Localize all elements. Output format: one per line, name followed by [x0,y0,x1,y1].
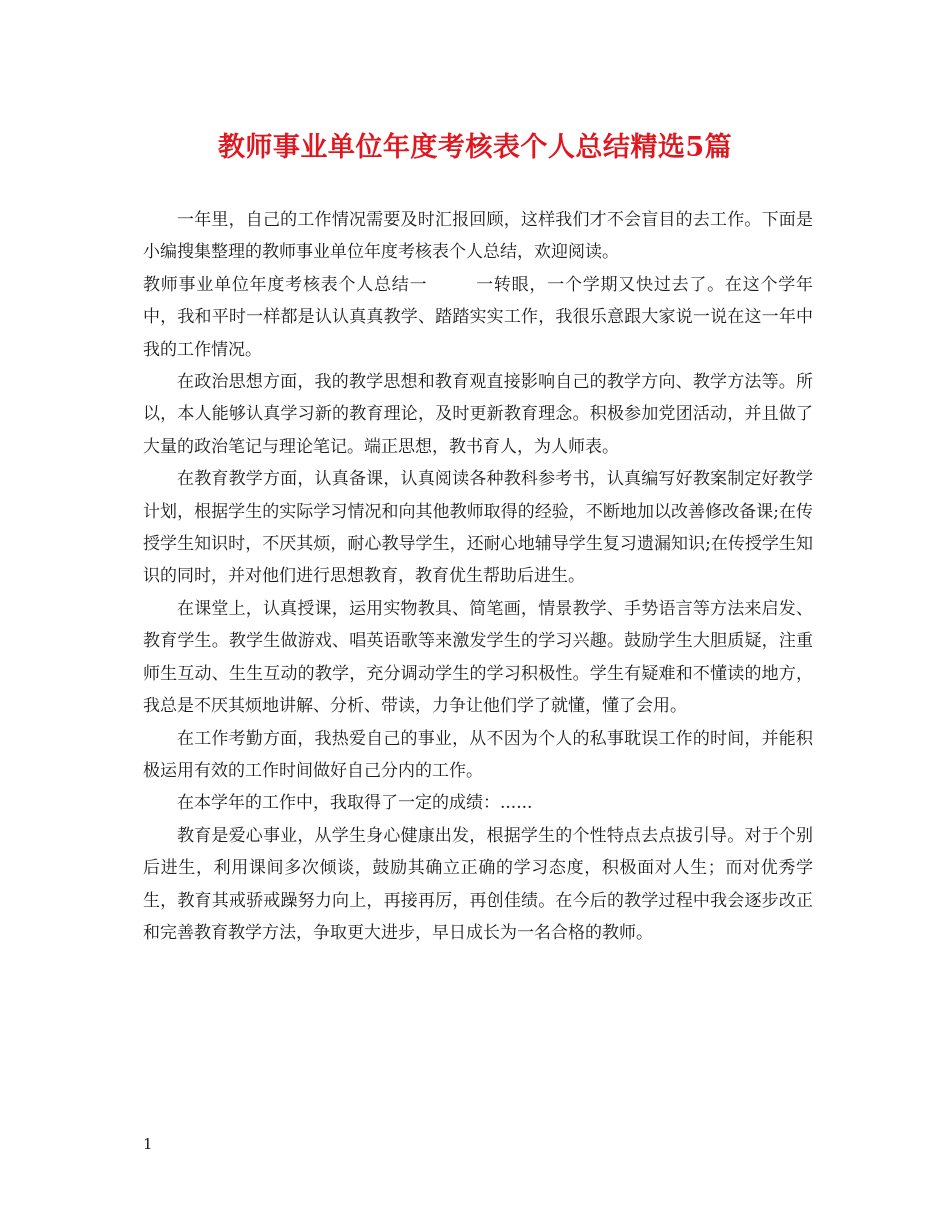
paragraph-classroom: 在课堂上，认真授课，运用实物教具、简笔画，情景教学、手势语言等方法来启发、教育学生。教学生做游戏、唱英语歌等来激发学生的学习兴趣。鼓励学生大胆质疑，注重师生互动、生生互动的教学，充分调动学生的学习积极性。学生有疑难和不懂读的地方，我总是不厌其烦地讲解、分析、带读，力争让他们学了就懂，懂了会用。 [143,598,813,717]
paragraph-achievements: 在本学年的工作中，我取得了一定的成绩：...... [177,793,533,814]
paragraph-conclusion: 教育是爱心事业，从学生身心健康出发，根据学生的个性特点去点拔引导。对于个别后进生，利用课间多次倾谈，鼓励其确立正确的学习态度，积极面对人生；而对优秀学生，教育其戒骄戒躁努力向上，再接再厉，再创佳绩。在今后的教学过程中我会逐步改正和完善教育教学方法，争取更大进步，早日成长为一名合格的教师。 [143,825,813,943]
document-body [143,204,813,949]
intro-paragraph: 一年里，自己的工作情况需要及时汇报回顾，这样我们才不会盲目的去工作。下面是小编搜集整理的教师事业单位年度考核表个人总结，欢迎阅读。 [143,210,813,263]
section-heading: 教师事业单位年度考核表个人总结一 [143,274,428,295]
page-number: 1 [143,1135,153,1153]
paragraph-teaching: 在教育教学方面，认真备课，认真阅读各种教科参考书，认真编写好教案制定好教学计划，根据学生的实际学习情况和向其他教师取得的经验，不断地加以改善修改备课;在传授学生知识时，不厌其烦，耐心教导学生，还耐心地辅导学生复习遗漏知识;在传授学生知识的同时，并对他们进行思想教育，教育优生帮助后进生。 [143,469,813,587]
paragraph-attendance: 在工作考勤方面，我热爱自己的事业，从不因为个人的私事耽误工作的时间，并能积极运用有效的工作时间做好自己分内的工作。 [143,728,813,781]
section-lead: 一转眼，一个学期又快过去了。在这个学年中，我和平时一样都是认认真真教学、踏踏实实工作，我很乐意跟大家说一说在这一年中我的工作情况。 [143,274,814,360]
section-one-paragraph [143,269,813,366]
paragraph-political: 在政治思想方面，我的教学思想和教育观直接影响自己的教学方向、教学方法等。所以，本人能够认真学习新的教育理论，及时更新教育理念。积极参加党团活动，并且做了大量的政治笔记与理论笔记。端正思想，教书育人，为人师表。 [143,372,813,457]
document-title: 教师事业单位年度考核表个人总结精选5篇 [217,132,733,163]
